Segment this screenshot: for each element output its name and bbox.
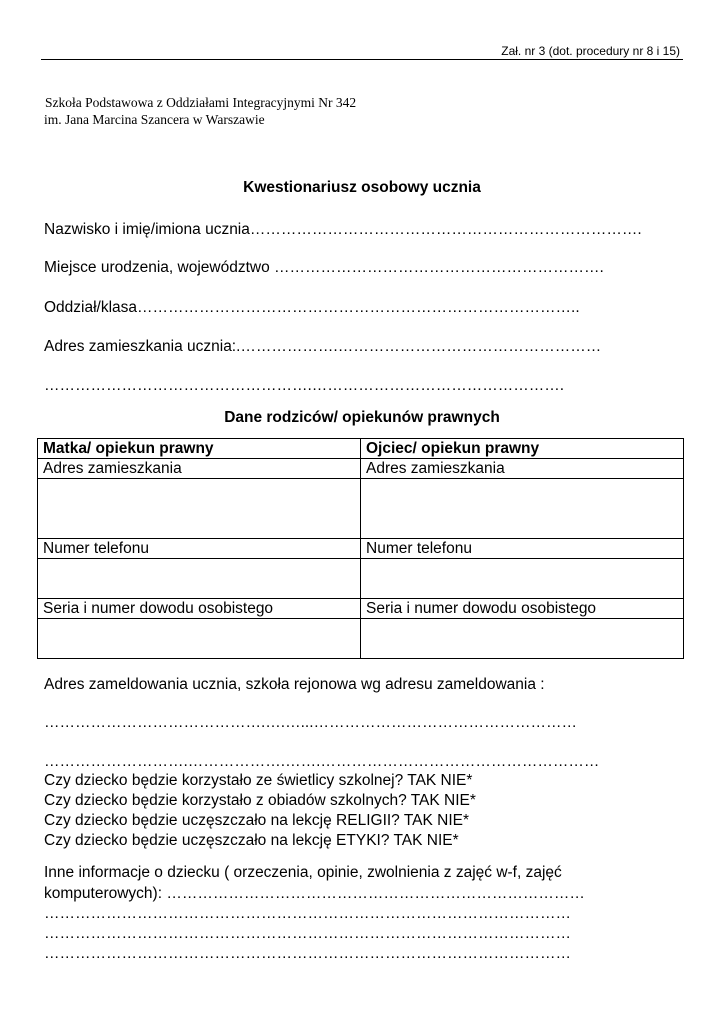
question-religion-class[interactable]: Czy dziecko będzie uczęszczało na lekcję RELIGII? TAK NIE*: [44, 812, 470, 829]
other-info-field-2[interactable]: …………………………………………………………………………………………: [44, 905, 571, 922]
mother-id-label: Seria i numer dowodu osobistego: [38, 599, 361, 619]
question-ethics-class[interactable]: Czy dziecko będzie uczęszczało na lekcję ETYKI? TAK NIE*: [44, 832, 459, 849]
question-school-lunch[interactable]: Czy dziecko będzie korzystało z obiadów szkolnych? TAK NIE*: [44, 792, 476, 809]
class-field[interactable]: Oddział/klasa…………………………………………………………………………..: [44, 299, 580, 316]
mother-address-label: Adres zamieszkania: [38, 459, 361, 479]
form-title: Kwestionariusz osobowy ucznia: [243, 179, 481, 196]
mother-id-input[interactable]: [38, 619, 361, 659]
other-info-label: Inne informacje o dziecku ( orzeczenia, opinie, zwolnienia z zajęć w-f, zajęć: [44, 864, 562, 881]
school-name-line1: Szkoła Podstawowa z Oddziałami Integracyjnymi Nr 342: [45, 95, 357, 110]
attachment-reference: Zał. nr 3 (dot. procedury nr 8 i 15): [501, 44, 680, 58]
registration-address-field-1[interactable]: …………………………………….….…...……………………………………………: [44, 714, 578, 731]
father-column-header: Ojciec/ opiekun prawny: [361, 439, 684, 459]
birthplace-field[interactable]: Miejsce urodzenia, województwo ……………………………………………………….: [44, 259, 604, 276]
registration-address-label: Adres zameldowania ucznia, szkoła rejonowa wg adresu zameldowania :: [44, 676, 545, 693]
header-divider: [41, 59, 683, 60]
question-common-room[interactable]: Czy dziecko będzie korzystało ze świetlicy szkolnej? TAK NIE*: [44, 772, 473, 789]
father-phone-input[interactable]: [361, 559, 684, 599]
school-name-line2: im. Jana Marcina Szancera w Warszawie: [44, 112, 265, 127]
other-info-field-4[interactable]: …………………………………………………………………………………………: [44, 945, 571, 962]
father-id-input[interactable]: [361, 619, 684, 659]
father-phone-label: Numer telefonu: [361, 539, 684, 559]
mother-phone-input[interactable]: [38, 559, 361, 599]
mother-column-header: Matka/ opiekun prawny: [38, 439, 361, 459]
father-address-label: Adres zamieszkania: [361, 459, 684, 479]
home-address-continuation[interactable]: …………………………………………….………………………………………….: [44, 377, 565, 394]
other-info-field-3[interactable]: …………………………………………………………………………………………: [44, 925, 571, 942]
father-id-label: Seria i numer dowodu osobistego: [361, 599, 684, 619]
mother-phone-label: Numer telefonu: [38, 539, 361, 559]
registration-address-field-2[interactable]: ……………………….……………….…….………………………………………………: [44, 753, 600, 770]
mother-address-input[interactable]: [38, 479, 361, 539]
parents-section-heading: Dane rodziców/ opiekunów prawnych: [224, 409, 500, 426]
father-address-input[interactable]: [361, 479, 684, 539]
student-name-field[interactable]: Nazwisko i imię/imiona ucznia………………………………………………………………….: [44, 221, 642, 238]
home-address-field[interactable]: Adres zamieszkania ucznia:.……………….……………………………………………: [44, 338, 602, 355]
parents-table: [37, 438, 684, 659]
other-info-field-1[interactable]: komputerowych): ………………………………………………………………………: [44, 885, 585, 902]
